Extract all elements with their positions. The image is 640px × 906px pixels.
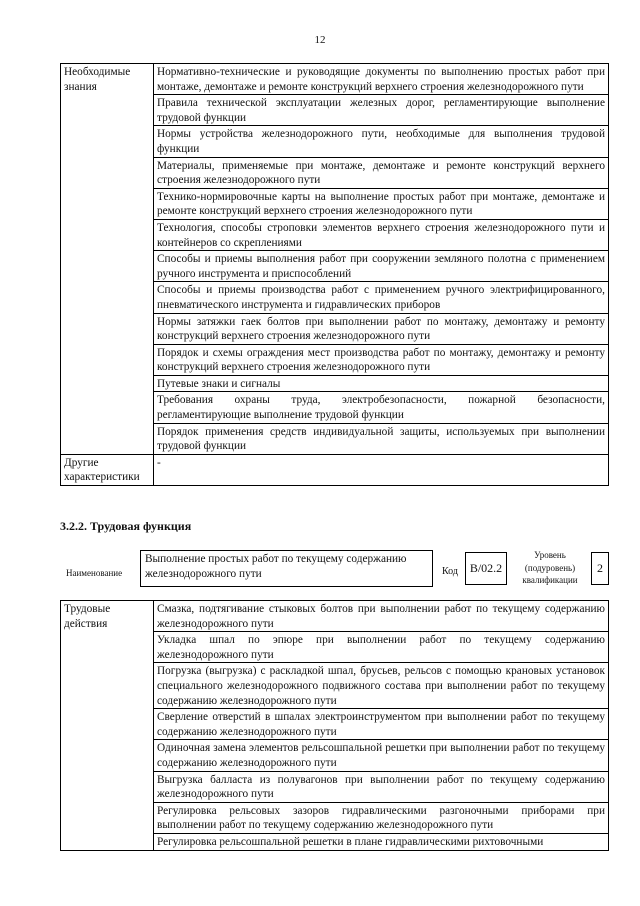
other-characteristics-value: - — [154, 454, 609, 485]
action-item: Укладка шпал по эпюре при выполнении работ по текущему содержанию железнодорожного пути — [154, 632, 609, 663]
function-name-label: Наименование — [66, 568, 123, 578]
action-item: Погрузка (выгрузка) с раскладкой шпал, брусьев, рельсов с помощью крановых установок специального железнодорожного подвижного состава при выполнении работ по текущему содержанию железнодорожного пути — [154, 663, 609, 709]
knowledge-item: Способы и приемы производства работ с применением ручного электрифицированного, пневматического инструмента и гидравлических приборов — [154, 282, 609, 313]
knowledge-item: Технология, способы строповки элементов верхнего строения железнодорожного пути и контейнеров со скреплениями — [154, 219, 609, 250]
action-item: Регулировка рельсошпальной решетки в плане гидравлическими рихтовочными — [154, 833, 609, 850]
knowledge-item: Материалы, применяемые при монтаже, демонтаже и ремонте конструкций верхнего строения железнодорожного пути — [154, 157, 609, 188]
qualification-level-value: 2 — [591, 552, 609, 585]
knowledge-item: Путевые знаки и сигналы — [154, 375, 609, 392]
other-characteristics-label: Другие характеристики — [61, 454, 154, 485]
labor-actions-label: Трудовые действия — [61, 601, 154, 851]
knowledge-item: Требования охраны труда, электробезопасности, пожарной безопасности, регламентирующие выполнение трудовой функции — [154, 392, 609, 423]
function-name-value: Выполнение простых работ по текущему содержанию железнодорожного пути — [140, 550, 433, 587]
knowledge-item: Нормативно-технические и руководящие документы по выполнению простых работ при монтаже, демонтаже и ремонте конструкций верхнего строения железнодорожного пути — [154, 64, 609, 95]
section-heading: 3.2.2. Трудовая функция — [60, 519, 192, 533]
knowledge-item: Порядок и схемы ограждения мест производства работ по монтажу, демонтажу и ремонту конструкций верхнего строения железнодорожного пути — [154, 344, 609, 375]
action-item: Регулировка рельсовых зазоров гидравлическими разгоночными приборами при выполнении работ по текущему содержанию железнодорожного пути — [154, 802, 609, 833]
page-number: 12 — [314, 34, 326, 46]
action-item: Одиночная замена элементов рельсошпальной решетки при выполнении работ по текущему содержанию железнодорожного пути — [154, 740, 609, 771]
required-knowledge-label: Необходимые знания — [61, 64, 154, 455]
function-code-value: B/02.2 — [465, 552, 507, 585]
knowledge-item: Нормы затяжки гаек болтов при выполнении работ по монтажу, демонтажу и ремонту конструкций верхнего строения железнодорожного пути — [154, 313, 609, 344]
knowledge-item: Порядок применения средств индивидуальной защиты, используемых при выполнении трудовой функции — [154, 423, 609, 454]
required-knowledge-table — [60, 63, 609, 486]
table-row — [61, 601, 609, 632]
knowledge-item: Способы и приемы выполнения работ при сооружении земляного полотна с применением ручного инструмента и приспособлений — [154, 251, 609, 282]
action-item: Сверление отверстий в шпалах электроинструментом при выполнении работ по текущему содержанию железнодорожного пути — [154, 709, 609, 740]
table-row — [61, 64, 609, 95]
action-item: Выгрузка балласта из полувагонов при выполнении работ по текущему содержанию железнодорожного пути — [154, 771, 609, 802]
table-row — [61, 454, 609, 485]
qualification-level-label: Уровень (подуровень) квалификации — [522, 550, 578, 585]
knowledge-item: Правила технической эксплуатации железных дорог, регламентирующие выполнение трудовой функции — [154, 95, 609, 126]
labor-function-header — [60, 548, 620, 592]
knowledge-item: Технико-нормировочные карты на выполнение простых работ при монтаже, демонтаже и ремонте конструкций верхнего строения железнодорожного пути — [154, 188, 609, 219]
knowledge-item: Нормы устройства железнодорожного пути, необходимые для выполнения трудовой функции — [154, 126, 609, 157]
action-item: Смазка, подтягивание стыковых болтов при выполнении работ по текущему содержанию железнодорожного пути — [154, 601, 609, 632]
labor-actions-table — [60, 600, 609, 851]
function-code-label: Код — [442, 566, 458, 577]
